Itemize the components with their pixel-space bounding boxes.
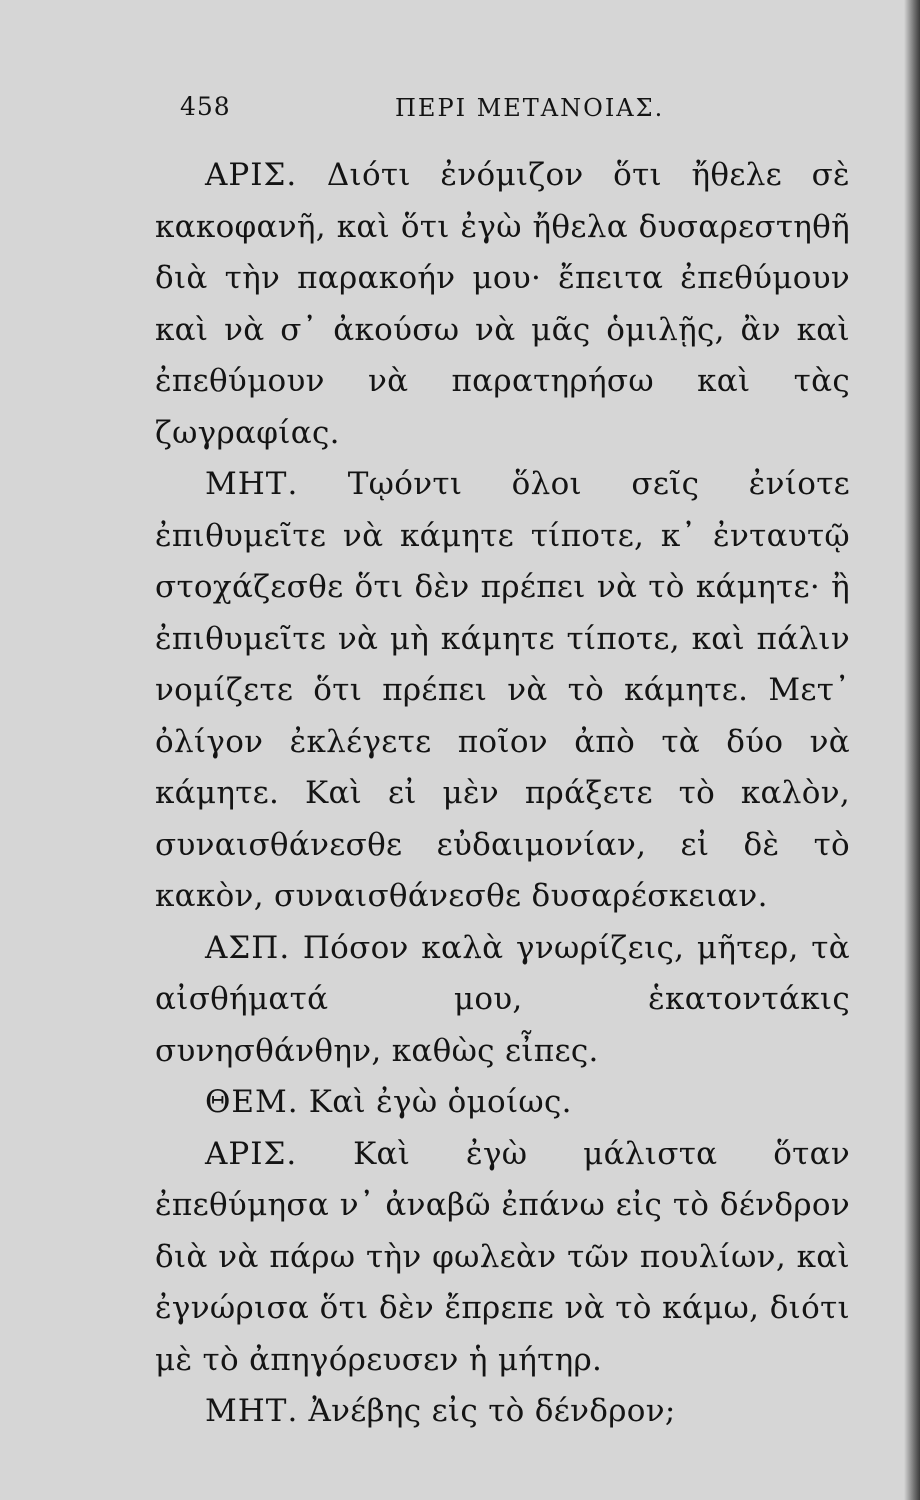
speaker-label: ΑΡΙΣ. [205,157,298,193]
dialogue-paragraph [155,1077,850,1129]
speaker-label: ΑΡΙΣ. [205,1135,298,1172]
speech-text: Καὶ ἐγὼ ὁμοίως. [308,1084,572,1120]
dialogue-paragraph [155,459,850,923]
page-header [180,92,870,132]
running-title: ΠΕΡΙ ΜΕΤΑΝΟΙΑΣ. [395,94,665,122]
speech-text: Πόσον καλὰ γνωρίζεις, μῆτερ, τὰ αἰσθήματά μου, ἑκατοντάκις συνησθάνθην, καθὼς εἶπες. [155,929,850,1069]
speaker-label: ΜΗΤ. [205,466,299,502]
dialogue-text [155,150,850,1438]
speaker-label: ΘΕΜ. [205,1084,299,1120]
dialogue-paragraph [155,923,850,1078]
page-edge-shadow [904,0,920,1500]
dialogue-paragraph [155,1386,850,1438]
dialogue-paragraph [155,1129,850,1387]
dialogue-paragraph [155,150,850,459]
speech-text: Τῳόντι ὅλοι σεῖς ἐνίοτε ἐπιθυμεῖτε νὰ κάμητε τίποτε, κ᾽ ἐνταυτῷ στοχάζεσθε ὅτι δὲν πρέπει νὰ τὸ κάμητε· ἢ ἐπιθυμεῖτε νὰ μὴ κάμητε τίποτε, καὶ πάλιν νομίζετε ὅτι πρέπει νὰ τὸ κάμητε. Μετ᾽ ὀλίγον ἐκλέγετε ποῖον ἀπὸ τὰ δύο νὰ κάμητε. Καὶ εἰ μὲν πράξετε τὸ καλὸν, συναισθάνεσθε εὐδαιμονίαν, εἰ δὲ τὸ κακὸν, συναισθάνεσθε δυσαρέσκειαν. [155,466,851,914]
speaker-label: ΑΣΠ. [205,929,291,966]
speech-text: Καὶ ἐγὼ μάλιστα ὅταν ἐπεθύμησα ν᾽ ἀναβῶ ἐπάνω εἰς τὸ δένδρον διὰ νὰ πάρω τὴν φωλεὰν τῶν πουλίων, καὶ ἐγνώρισα ὅτι δὲν ἔπρεπε νὰ τὸ κάμω, διότι μὲ τὸ ἀπηγόρευσεν ἡ μήτηρ. [155,1135,850,1378]
speech-text: Διότι ἐνόμιζον ὅτι ἤθελε σὲ κακοφανῆ, καὶ ὅτι ἐγὼ ἤθελα δυσαρεστηθῆ διὰ τὴν παρακοήν μου· ἔπειτα ἐπεθύμουν καὶ νὰ σ᾽ ἀκούσω νὰ μᾶς ὁμιλῇς, ἂν καὶ ἐπεθύμουν νὰ παρατηρήσω καὶ τὰς ζωγραφίας. [155,157,850,451]
speaker-label: ΜΗΤ. [205,1393,299,1429]
speech-text: Ἀνέβης εἰς τὸ δένδρον; [308,1393,676,1429]
page-number: 458 [180,92,231,121]
